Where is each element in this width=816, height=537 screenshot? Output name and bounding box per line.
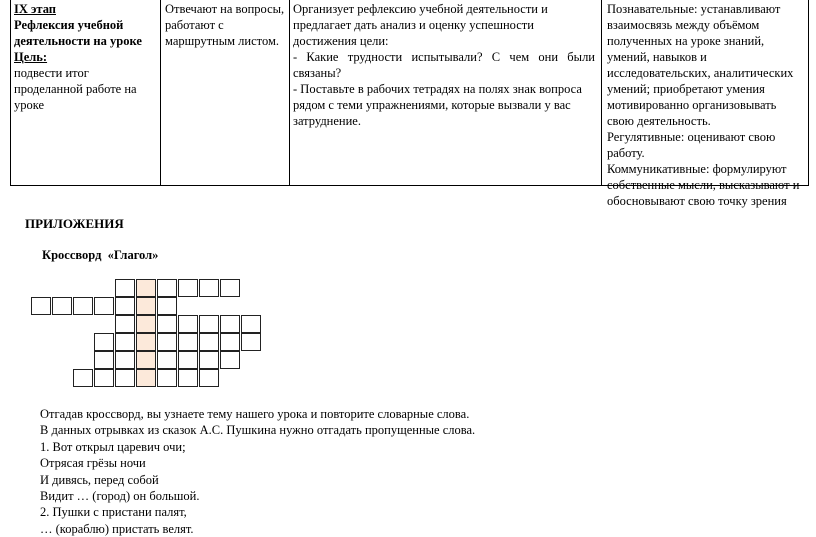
crossword-cell[interactable] bbox=[178, 351, 198, 369]
crossword-cell[interactable] bbox=[94, 351, 114, 369]
table-divider-3 bbox=[601, 0, 602, 186]
crossword-cell[interactable] bbox=[115, 369, 135, 387]
crossword-cell[interactable] bbox=[73, 369, 93, 387]
goal-label: Цель: bbox=[14, 50, 48, 64]
table-cell-student-activity bbox=[165, 1, 285, 49]
crossword-cell[interactable] bbox=[199, 351, 219, 369]
text-line: И дивясь, перед собой bbox=[40, 472, 159, 487]
crossword-cell[interactable] bbox=[115, 351, 135, 369]
cognitive-actions: Познавательные: устанавливают взаимосвязь между объёмом полученных на уроке знаний, умений, навыков и исследовательских, аналитических умений; приобретают умения мотивированно организовывать свою деятельность. bbox=[607, 2, 794, 128]
crossword-cell[interactable] bbox=[220, 315, 240, 333]
crossword-cell[interactable] bbox=[115, 333, 135, 351]
crossword-cell[interactable] bbox=[178, 279, 198, 297]
crossword-cell[interactable] bbox=[52, 297, 72, 315]
text-line: В данных отрывках из сказок А.С. Пушкина нужно отгадать пропущенные слова. bbox=[40, 423, 476, 438]
crossword-cell[interactable] bbox=[199, 333, 219, 351]
communicative-actions: Коммуникативные: формулируют собственные мысли, высказывают и обосновывают свою точку зрения bbox=[607, 162, 800, 208]
crossword-cell[interactable] bbox=[220, 351, 240, 369]
student-activity-text: Отвечают на вопросы, работают с маршрутным листом. bbox=[165, 2, 285, 48]
crossword-cell[interactable] bbox=[31, 297, 51, 315]
crossword-cell[interactable] bbox=[199, 279, 219, 297]
crossword-cell[interactable] bbox=[178, 369, 198, 387]
table-divider-2 bbox=[289, 0, 290, 186]
table-divider-1 bbox=[160, 0, 161, 186]
table-cell-learning-actions bbox=[607, 1, 803, 209]
crossword-cell[interactable] bbox=[157, 279, 177, 297]
question-2: - Поставьте в рабочих тетрадях на полях знак вопроса рядом с теми упражнениями, которые вызвали у вас затруднение. bbox=[293, 82, 582, 128]
text-line: … (кораблю) пристать велят. bbox=[40, 521, 194, 536]
crossword-key-cell[interactable] bbox=[136, 351, 156, 369]
crossword-cell[interactable] bbox=[157, 297, 177, 315]
task-text bbox=[40, 406, 740, 537]
crossword-cell[interactable] bbox=[157, 315, 177, 333]
stage-number: IX этап bbox=[14, 2, 56, 16]
goal-text: подвести итог проделанной работе на уроке bbox=[14, 66, 137, 112]
crossword-cell[interactable] bbox=[115, 315, 135, 333]
crossword-cell[interactable] bbox=[220, 333, 240, 351]
table-border-left bbox=[10, 0, 11, 186]
regulative-actions: Регулятивные: оценивают свою работу. bbox=[607, 130, 776, 160]
crossword-cell[interactable] bbox=[115, 279, 135, 297]
crossword-title: Кроссворд «Глагол» bbox=[42, 248, 159, 262]
text-line: Отгадав кроссворд, вы узнаете тему нашего урока и повторите словарные слова. bbox=[40, 407, 470, 421]
crossword-cell[interactable] bbox=[178, 333, 198, 351]
text-line: 1. Вот открыл царевич очи; bbox=[40, 439, 186, 454]
crossword-cell[interactable] bbox=[157, 369, 177, 387]
text-line: Видит … (город) он большой. bbox=[40, 489, 200, 504]
crossword-cell[interactable] bbox=[199, 369, 219, 387]
crossword-cell[interactable] bbox=[241, 333, 261, 351]
appendix-heading: ПРИЛОЖЕНИЯ bbox=[25, 216, 124, 231]
stage-title: Рефлексия учебной деятельности на уроке bbox=[14, 18, 142, 48]
crossword-cell[interactable] bbox=[220, 279, 240, 297]
crossword-cell[interactable] bbox=[73, 297, 93, 315]
table-cell-stage bbox=[14, 1, 156, 113]
crossword-key-cell[interactable] bbox=[136, 369, 156, 387]
crossword-key-cell[interactable] bbox=[136, 315, 156, 333]
crossword-cell[interactable] bbox=[241, 315, 261, 333]
crossword-cell[interactable] bbox=[94, 297, 114, 315]
crossword-cell[interactable] bbox=[94, 369, 114, 387]
question-1-line-2: связаны? bbox=[293, 66, 342, 80]
text-line: 2. Пушки с пристани палят, bbox=[40, 505, 187, 520]
crossword-cell[interactable] bbox=[115, 297, 135, 315]
text-line: Отрясая грёзы ночи bbox=[40, 456, 146, 471]
table-cell-teacher-activity bbox=[293, 1, 595, 129]
crossword-cell[interactable] bbox=[94, 333, 114, 351]
table-border-right bbox=[808, 0, 809, 186]
teacher-intro: Организует рефлексию учебной деятельности и предлагает дать анализ и оценку успешности достижения цели: bbox=[293, 2, 548, 48]
crossword-cell[interactable] bbox=[178, 315, 198, 333]
crossword-cell[interactable] bbox=[157, 351, 177, 369]
crossword-cell[interactable] bbox=[157, 333, 177, 351]
crossword-key-cell[interactable] bbox=[136, 333, 156, 351]
crossword-key-cell[interactable] bbox=[136, 279, 156, 297]
crossword-key-cell[interactable] bbox=[136, 297, 156, 315]
question-1-line-1: - Какие трудности испытывали? С чем они были bbox=[293, 50, 595, 64]
crossword-cell[interactable] bbox=[199, 315, 219, 333]
